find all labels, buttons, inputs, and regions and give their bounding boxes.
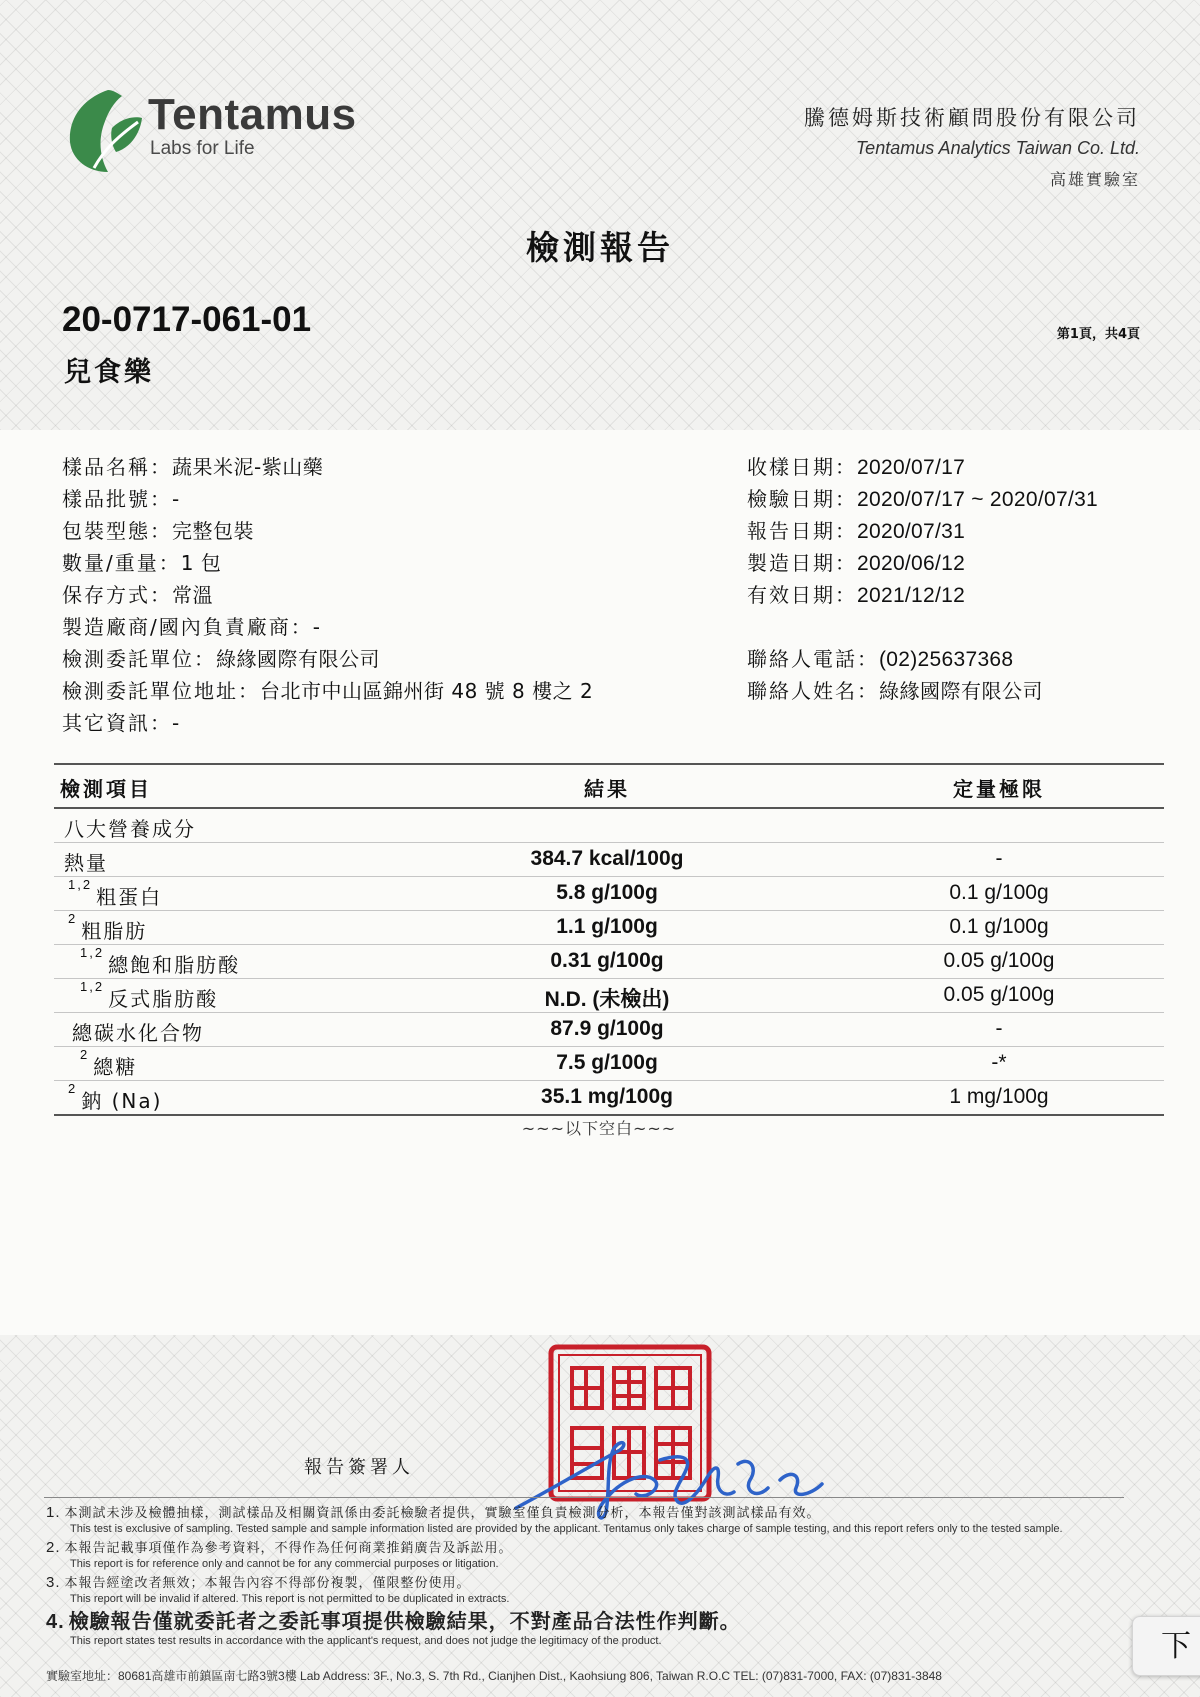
info-row: [62, 483, 593, 515]
row-footnote-ref: 2: [68, 911, 78, 926]
info-value: 1 包: [180, 551, 222, 575]
info-row: [747, 515, 1098, 547]
col-header-limit: 定量極限: [953, 777, 1045, 801]
info-label: 樣品名稱：: [62, 455, 172, 479]
company-name-zh: 騰德姆斯技術顧問股份有限公司: [804, 106, 1140, 130]
info-value: -: [172, 487, 180, 511]
row-item-label: 反式脂肪酸: [108, 987, 219, 1011]
row-result: 7.5 g/100g: [556, 1051, 658, 1074]
info-row: [747, 675, 1098, 707]
row-limit: -*: [991, 1051, 1007, 1074]
row-limit: 0.1 g/100g: [949, 915, 1049, 938]
sample-info-right: [747, 451, 1098, 707]
col-header-result: 結果: [584, 777, 630, 801]
row-limit: -: [995, 1017, 1003, 1040]
note-zh-text: 檢驗報告僅就委託者之委託事項提供檢驗結果，不對產品合法性作判斷。: [68, 1609, 741, 1633]
info-row: [747, 579, 1098, 611]
note-number: 1.: [46, 1504, 61, 1521]
note-en-text: This report states test results in accordance with the applicant's request, and does not judge the legitimacy of the product.: [70, 1635, 662, 1647]
table-row: [54, 945, 1164, 979]
info-value: 完整包裝: [172, 519, 254, 543]
logo-name: Tentamus: [148, 90, 357, 139]
row-limit: 1 mg/100g: [949, 1085, 1049, 1108]
row-footnote-ref: 2: [68, 1081, 78, 1096]
note-zh-text: 本報告經塗改者無效；本報告內容不得部份複製，僅限整份使用。: [64, 1576, 471, 1591]
row-result: 1.1 g/100g: [556, 915, 658, 938]
row-item: [80, 979, 219, 1012]
info-label: 包裝型態：: [62, 519, 172, 543]
row-item: [80, 945, 241, 978]
note-number: 3.: [46, 1574, 61, 1591]
info-label: 保存方式：: [62, 583, 172, 607]
info-label: 聯絡人電話：: [747, 647, 879, 671]
results-table: [54, 763, 1164, 1140]
row-result: 5.8 g/100g: [556, 881, 658, 904]
row-result: 35.1 mg/100g: [541, 1085, 673, 1108]
row-item-label: 熱量: [64, 851, 108, 875]
info-value: 綠緣國際有限公司: [879, 679, 1043, 703]
note-zh-text: 本測試未涉及檢體抽樣，測試樣品及相關資訊係由委託檢驗者提供，實驗室僅負責檢測分析，本報告僅對該測試樣品有效。: [64, 1506, 821, 1521]
report-title: 檢測報告: [526, 228, 674, 267]
info-label: 檢驗日期：: [747, 487, 857, 511]
row-item-label: 鈉 (Na): [81, 1089, 163, 1113]
security-pattern-top: [0, 0, 1200, 430]
note-en-text: This report is for reference only and cannot be for any commercial purposes or litigation.: [70, 1558, 499, 1570]
info-row: [62, 515, 593, 547]
row-item-label: 總糖: [93, 1055, 138, 1079]
company-name-en: Tentamus Analytics Taiwan Co. Ltd.: [855, 138, 1140, 158]
info-value: 2021/12/12: [857, 584, 966, 607]
table-row: [54, 1013, 1164, 1047]
note-item: [46, 1574, 1136, 1606]
info-value: 綠緣國際有限公司: [216, 647, 380, 671]
row-item-label: 八大營養成分: [64, 817, 196, 841]
row-limit: 0.1 g/100g: [949, 881, 1049, 904]
row-result: 0.31 g/100g: [550, 949, 664, 972]
row-item-label: 粗脂肪: [81, 919, 148, 943]
company-block: [804, 102, 1140, 190]
info-label: 其它資訊：: [62, 711, 172, 735]
info-value: -: [312, 615, 321, 639]
info-label: 報告日期：: [747, 519, 857, 543]
table-header: [54, 763, 1164, 809]
note-item: [46, 1539, 1136, 1571]
info-row: [62, 547, 593, 579]
info-row: [62, 675, 593, 707]
lab-name: 高雄實驗室: [1049, 170, 1140, 189]
info-row: [62, 643, 593, 675]
info-row: [62, 707, 593, 739]
leaf-logo-icon: [64, 88, 146, 174]
table-row: [54, 1081, 1164, 1116]
info-label: 數量/重量：: [62, 551, 181, 575]
row-item-label: 總碳水化合物: [72, 1021, 204, 1045]
note-number: 2.: [46, 1539, 61, 1556]
info-value: 2020/07/31: [857, 520, 966, 543]
row-item: [68, 877, 163, 910]
note-en-text: This test is exclusive of sampling. Tested sample and sample information listed are provided by the applicant. Tentamus only takes charge of sample testing, and this report refers only to the tested sample.: [70, 1523, 1063, 1535]
row-limit: 0.05 g/100g: [943, 983, 1055, 1006]
row-item: [68, 1017, 204, 1046]
report-number: 20-0717-061-01: [62, 300, 312, 339]
info-label: 樣品批號：: [62, 487, 172, 511]
info-row: [747, 547, 1098, 579]
row-result: 384.7 kcal/100g: [530, 847, 684, 870]
info-label: 有效日期：: [747, 583, 857, 607]
end-note-row: [54, 1116, 1164, 1140]
table-body: [54, 809, 1164, 1116]
lab-address: 實驗室地址：80681高雄市前鎮區南七路3號3樓 Lab Address: 3F., No.3, S. 7th Rd., Cianjhen Dist., Kaohsiung 806, Taiwan R.O.C TEL: (07)831-7000, FAX: (07)831-3848: [46, 1669, 942, 1683]
table-row: [54, 809, 1164, 843]
row-footnote-ref: 1,2: [68, 877, 93, 892]
disclaimer-notes: [46, 1504, 1136, 1651]
info-value: 2020/06/12: [857, 552, 966, 575]
info-row: [62, 579, 593, 611]
info-value: (02)25637368: [879, 648, 1014, 671]
sample-info-left: [62, 451, 593, 739]
row-item-label: 總飽和脂肪酸: [108, 953, 241, 977]
info-row: [747, 483, 1098, 515]
row-limit: -: [995, 847, 1003, 870]
footer-divider: [44, 1497, 1124, 1498]
row-footnote-ref: 1,2: [80, 979, 105, 994]
row-item-label: 粗蛋白: [96, 885, 163, 909]
scroll-down-button[interactable]: 下: [1132, 1616, 1200, 1676]
info-value: 2020/07/17: [857, 456, 966, 479]
col-header-item: 檢測項目: [60, 777, 152, 801]
info-row: [747, 451, 1098, 483]
info-label: 檢測委託單位地址：: [62, 679, 260, 703]
row-item: [68, 911, 148, 944]
info-row: [62, 451, 593, 483]
info-value: 台北市中山區錦州街 48 號 8 樓之 2: [260, 679, 594, 703]
info-value: 常溫: [172, 583, 213, 607]
info-row: [62, 611, 593, 643]
page-count: 第1頁，共4頁: [1056, 327, 1140, 342]
info-row: [747, 643, 1098, 675]
client-brand: 兒食樂: [64, 357, 154, 388]
row-footnote-ref: 1,2: [80, 945, 105, 960]
tentamus-logo: [64, 88, 364, 178]
table-row: [54, 979, 1164, 1013]
row-item: [60, 813, 196, 842]
info-label: 收樣日期：: [747, 455, 857, 479]
row-item: [80, 1047, 138, 1080]
row-footnote-ref: 2: [80, 1047, 90, 1062]
table-row: [54, 843, 1164, 877]
signatory-label: 報告簽署人: [304, 1457, 414, 1478]
info-label: 聯絡人姓名：: [747, 679, 879, 703]
note-number: 4.: [46, 1611, 65, 1633]
info-label: 製造日期：: [747, 551, 857, 575]
note-zh-text: 本報告記載事項僅作為參考資料，不得作為任何商業推銷廣告及訴訟用。: [64, 1541, 513, 1556]
info-value: 2020/07/17 ~ 2020/07/31: [857, 488, 1099, 511]
note-item: [46, 1609, 1136, 1648]
note-item: [46, 1504, 1136, 1536]
row-item: [68, 1081, 163, 1114]
end-of-report-note: ~~~以下空白~~~: [521, 1119, 677, 1138]
table-row: [54, 1047, 1164, 1081]
info-label: 製造廠商/國內負責廠商：: [62, 615, 313, 639]
row-item: [60, 847, 108, 876]
info-label: 檢測委託單位：: [62, 647, 216, 671]
table-row: [54, 877, 1164, 911]
table-row: [54, 911, 1164, 945]
row-result: N.D. (未檢出): [544, 988, 670, 1011]
note-en-text: This report will be invalid if altered. This report is not permitted to be duplicated in extracts.: [70, 1593, 510, 1605]
row-result: 87.9 g/100g: [550, 1017, 664, 1040]
info-value: -: [172, 711, 180, 735]
logo-tagline: Labs for Life: [150, 138, 255, 159]
row-limit: 0.05 g/100g: [943, 949, 1055, 972]
info-value: 蔬果米泥-紫山藥: [172, 455, 324, 479]
